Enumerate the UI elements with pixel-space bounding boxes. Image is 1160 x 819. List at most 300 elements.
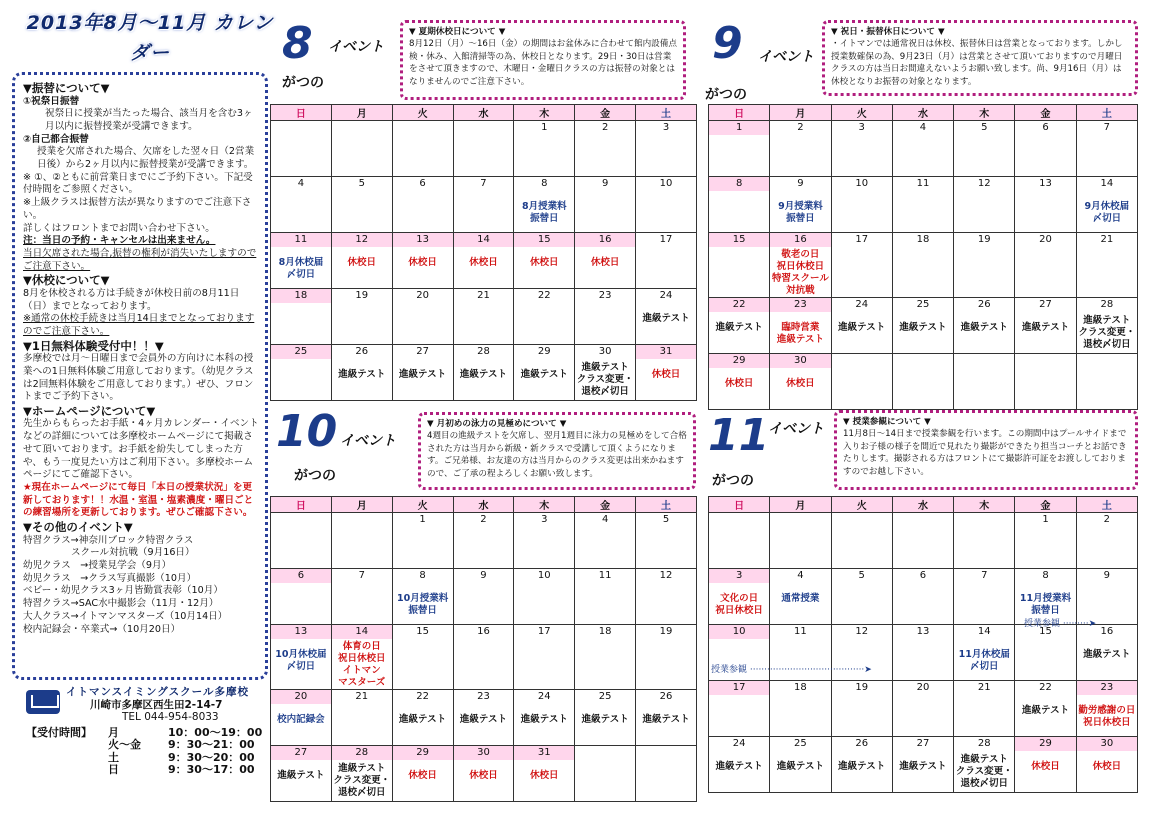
- day-number: 11: [916, 178, 930, 189]
- day-event: 11月休校届 〆切日: [958, 649, 1010, 672]
- day-number: 28: [332, 746, 392, 760]
- day-number: 3: [541, 514, 548, 525]
- day-number: 14: [977, 626, 991, 637]
- weekday-header: 日: [271, 497, 332, 513]
- day-event: 休校日: [347, 257, 377, 268]
- weekday-header: 月: [331, 497, 392, 513]
- other-event-item: 幼児クラス →授業見学会（9月）: [23, 560, 172, 571]
- day-number: 23: [770, 298, 830, 312]
- weekday-header: 土: [1076, 105, 1137, 121]
- day-number: [954, 354, 1014, 368]
- day-number: 14: [332, 625, 392, 639]
- day-number: [332, 513, 392, 527]
- oct-note-title: ▼ 月初めの泳力の見極めについて ▼: [427, 419, 567, 429]
- day-number: 18: [271, 289, 331, 303]
- day-cell: [709, 177, 770, 233]
- oct-getsu-label: がつの: [294, 468, 336, 484]
- day-number: 29: [709, 354, 769, 368]
- day-number: 22: [1039, 682, 1052, 693]
- day-number: 7: [358, 570, 365, 581]
- day-number: 13: [393, 233, 453, 247]
- day-cell: [331, 513, 392, 569]
- day-event: 敬老の日 祝日休校日 特習スクール 対抗戦: [772, 249, 829, 296]
- front-inquiry-note: 詳しくはフロントまでお問い合わせ下さい。: [23, 222, 215, 234]
- day-cell: [770, 737, 831, 793]
- weekday-header: 木: [954, 497, 1015, 513]
- day-number: 20: [1039, 234, 1052, 245]
- day-number: 20: [916, 682, 930, 693]
- day-number: [709, 513, 769, 527]
- weekday-header: 土: [636, 105, 697, 121]
- school-name: イトマンスイミングスクール多摩校: [66, 686, 249, 698]
- day-cell: [514, 233, 575, 289]
- reception-hours: [26, 727, 272, 777]
- day-number: 29: [393, 746, 453, 760]
- weekday-header: 土: [1076, 497, 1137, 513]
- weekday-header: 金: [575, 105, 636, 121]
- day-number: 17: [855, 234, 869, 245]
- day-cell: [892, 298, 953, 354]
- day-number: 29: [1015, 737, 1075, 751]
- day-cell: [709, 298, 770, 354]
- sep-number: 9: [712, 18, 743, 69]
- day-event: 進級テスト クラス変更・ 退校〆切日: [955, 754, 1013, 789]
- day-cell: [892, 681, 953, 737]
- day-number: 22: [537, 290, 551, 301]
- day-cell: [271, 625, 332, 690]
- sameday-note: 注：当日の予約・キャンセルは出来ません。: [23, 235, 216, 247]
- day-cell: [831, 298, 892, 354]
- day-number: 27: [416, 346, 429, 357]
- day-event: 休校日: [590, 257, 620, 268]
- day-cell: [636, 177, 697, 233]
- day-number: 4: [601, 514, 609, 525]
- day-cell: [575, 513, 636, 569]
- nov-note: [834, 410, 1138, 490]
- day-number: 4: [919, 122, 927, 133]
- day-number: 31: [636, 345, 696, 359]
- weekday-header: 月: [331, 105, 392, 121]
- day-number: [832, 513, 892, 527]
- day-number: [770, 513, 830, 527]
- day-number: 28: [977, 738, 991, 749]
- day-cell: [453, 289, 514, 345]
- day-cell: [831, 354, 892, 410]
- day-event: 進級テスト: [338, 369, 386, 380]
- day-cell: [636, 289, 697, 345]
- day-cell: [514, 289, 575, 345]
- day-number: 17: [537, 626, 551, 637]
- day-cell: [575, 289, 636, 345]
- day-number: 21: [977, 682, 991, 693]
- day-number: 24: [659, 290, 673, 301]
- day-event: 進級テスト: [1021, 705, 1070, 716]
- day-number: 10: [709, 625, 769, 639]
- nov-getsu-label: がつの: [712, 473, 754, 489]
- day-number: 18: [598, 626, 612, 637]
- day-number: 1: [1042, 514, 1049, 525]
- day-number: 14: [1100, 178, 1114, 189]
- day-number: 21: [477, 290, 490, 301]
- day-number: 9: [797, 178, 804, 189]
- day-cell: [636, 513, 697, 569]
- weekday-header: 水: [892, 105, 953, 121]
- day-number: 25: [916, 299, 930, 310]
- day-event: 進級テスト: [642, 714, 690, 725]
- day-event: 休校日: [1092, 761, 1122, 772]
- day-number: 28: [1100, 299, 1114, 310]
- weekday-header: 火: [831, 497, 892, 513]
- page-title: [25, 8, 275, 70]
- day-cell: [636, 746, 697, 802]
- day-number: 5: [858, 570, 865, 581]
- day-number: 25: [271, 345, 331, 359]
- kyuko-body: 8月を休校される方は手続きが休校日前の8月11日（日）までとなっております。: [23, 287, 240, 312]
- day-number: 1: [709, 121, 769, 135]
- day-cell: [892, 625, 953, 681]
- day-cell: [770, 569, 831, 625]
- day-number: 17: [659, 234, 673, 245]
- day-number: 13: [271, 625, 331, 639]
- day-cell: [453, 345, 514, 401]
- day-event: 進級テスト: [399, 714, 447, 725]
- sep-note-body: ・イトマンでは通常祝日は休校、振替休日は営業となっております。しかし授業数確保の為、9月23日（月）は営業とさせて頂いておりますので月曜日クラスの方は当日お間違えないようお願い致します。尚、9月16日（月）は休校となりお振替の対象となります。: [831, 39, 1123, 87]
- day-cell: [392, 289, 453, 345]
- day-number: [1077, 354, 1137, 368]
- day-cell: [770, 121, 831, 177]
- day-number: 22: [709, 298, 769, 312]
- day-cell: [831, 513, 892, 569]
- day-number: 2: [797, 122, 804, 133]
- day-event: 進級テスト: [520, 714, 568, 725]
- day-number: [454, 121, 514, 135]
- day-number: 2: [601, 122, 609, 133]
- weekday-header: 木: [514, 497, 575, 513]
- aug-event-label: イベント: [328, 39, 384, 55]
- oct-number: 10: [276, 406, 338, 457]
- day-cell: [831, 569, 892, 625]
- day-cell: [954, 298, 1015, 354]
- day-cell: [709, 121, 770, 177]
- hours-cell: 【受付時間】: [26, 725, 92, 739]
- day-number: [271, 513, 331, 527]
- kyuko-note: ※通常の休校手続きは当月14日までとなっておりますのでご注意下さい。: [23, 313, 255, 337]
- nov-event-label: イベント: [768, 421, 824, 437]
- day-number: 20: [271, 690, 331, 704]
- day-number: [636, 746, 696, 760]
- day-number: 19: [977, 234, 991, 245]
- day-number: 27: [271, 746, 331, 760]
- day-event: 休校日: [530, 257, 559, 268]
- day-event: 8月授業料 振替日: [521, 201, 567, 224]
- day-cell: [892, 177, 953, 233]
- weekday-header: 日: [709, 105, 770, 121]
- day-event: 進級テスト クラス変更・ 退校〆切日: [333, 763, 391, 798]
- day-number: 24: [732, 738, 746, 749]
- day-cell: [1015, 737, 1076, 793]
- day-number: 9: [480, 570, 487, 581]
- other-event-item: 大人クラス→イトマンマスターズ（10月14日）: [23, 610, 228, 622]
- day-number: 14: [454, 233, 514, 247]
- day-cell: [1076, 681, 1137, 737]
- day-event: 休校日: [408, 770, 437, 781]
- day-number: 6: [919, 570, 927, 581]
- day-number: 18: [916, 234, 930, 245]
- day-cell: [831, 233, 892, 298]
- furikae-heading: ▼振替について▼: [23, 81, 110, 95]
- weekday-header: 木: [514, 105, 575, 121]
- hours-cell: 10：00～19：00: [168, 725, 263, 739]
- day-cell: [271, 513, 332, 569]
- day-cell: [331, 289, 392, 345]
- day-cell: [514, 625, 575, 690]
- weekday-header: 日: [271, 105, 332, 121]
- day-cell: [636, 345, 697, 401]
- day-cell: [514, 177, 575, 233]
- day-cell: [770, 354, 831, 410]
- day-number: 7: [1103, 122, 1111, 133]
- day-cell: [271, 177, 332, 233]
- hours-cell: 9：30～20：00: [168, 750, 255, 764]
- sep-note: [822, 20, 1138, 96]
- day-cell: [514, 345, 575, 401]
- day-number: 23: [477, 691, 490, 702]
- day-number: 15: [1039, 626, 1052, 637]
- furikae-reserve-note: ※ ①、②ともに前営業日までにご予約下さい。下記受付時間をご参照ください。: [23, 171, 253, 196]
- day-event: 休校日: [408, 257, 437, 268]
- day-number: 16: [1100, 626, 1114, 637]
- day-event: 進級テスト: [277, 770, 325, 781]
- day-number: 24: [537, 691, 551, 702]
- aug-getsu-label: がつの: [282, 75, 324, 91]
- day-event: 進級テスト: [838, 322, 886, 333]
- day-number: 28: [477, 346, 490, 357]
- day-cell: [514, 121, 575, 177]
- weekday-header: 水: [453, 105, 514, 121]
- other-event-item: ベビー・幼児クラス3ヶ月皆勤賞表彰（10月）: [23, 585, 223, 597]
- day-number: 19: [855, 682, 869, 693]
- day-number: 16: [770, 233, 830, 247]
- trial-body: 多摩校では月～日曜日まで会員外の方向けに本科の授業への1日無料体験ご用意しております。（幼児クラスは2回無料体験をご用意しております。）ぜひ、フロントまでご予約下さい。: [23, 353, 254, 403]
- day-cell: [709, 737, 770, 793]
- day-cell: [709, 681, 770, 737]
- day-number: 17: [709, 681, 769, 695]
- day-event: 進級テスト: [642, 313, 690, 324]
- day-number: 26: [855, 738, 869, 749]
- day-cell: [514, 569, 575, 625]
- aug-note-title: ▼ 夏期休校日について ▼: [409, 27, 506, 37]
- day-cell: [1015, 625, 1076, 681]
- day-cell: [770, 681, 831, 737]
- day-number: 26: [659, 691, 673, 702]
- nov-note-title: ▼ 授業参観について ▼: [843, 417, 931, 427]
- day-event: 勤労感謝の日 祝日休校日: [1078, 705, 1136, 728]
- hours-cell: 火～金: [108, 738, 141, 752]
- day-event: 休校日: [1031, 761, 1060, 772]
- weekday-header: 火: [831, 105, 892, 121]
- day-cell: [1076, 625, 1137, 681]
- day-number: 30: [598, 346, 612, 357]
- day-cell: [271, 233, 332, 289]
- day-number: 8: [709, 177, 769, 191]
- day-cell: [1015, 513, 1076, 569]
- day-event: 進級テスト: [776, 761, 824, 772]
- day-number: 30: [1077, 737, 1137, 751]
- other-event-item: 校内記録会・卒業式→（10月20日）: [23, 623, 181, 635]
- day-cell: [331, 690, 392, 746]
- day-cell: [892, 121, 953, 177]
- day-cell: [709, 569, 770, 625]
- day-number: 24: [855, 299, 869, 310]
- day-number: 1: [541, 122, 548, 133]
- day-number: 18: [794, 682, 807, 693]
- day-number: 11: [598, 570, 612, 581]
- day-cell: [392, 345, 453, 401]
- day-cell: [575, 233, 636, 289]
- weekday-header: 火: [392, 497, 453, 513]
- sep-event-label: イベント: [758, 49, 814, 65]
- day-number: 16: [575, 233, 635, 247]
- day-event: 進級テスト: [715, 322, 763, 333]
- day-cell: [831, 121, 892, 177]
- day-event: 9月休校届 〆切日: [1084, 201, 1130, 224]
- other-event-item: スクール対抗戦（9月16日）: [23, 547, 195, 559]
- day-cell: [331, 233, 392, 289]
- day-number: 26: [977, 299, 991, 310]
- day-cell: [453, 121, 514, 177]
- day-number: 29: [537, 346, 551, 357]
- day-cell: [954, 569, 1015, 625]
- day-cell: [954, 177, 1015, 233]
- day-number: 8: [419, 570, 426, 581]
- day-number: 27: [916, 738, 930, 749]
- day-number: 21: [355, 691, 369, 702]
- day-number: 12: [855, 626, 869, 637]
- day-number: 6: [419, 178, 426, 189]
- day-cell: [636, 233, 697, 289]
- day-cell: [954, 737, 1015, 793]
- homepage-red-note: ★現在ホームページにて毎日「本日の授業状況」を更新しております！！水温・室温・塩素濃度・曜日ごとの練習場所を更新しております。ぜひご確認下さい。: [23, 481, 254, 519]
- day-number: 16: [477, 626, 490, 637]
- day-cell: [892, 737, 953, 793]
- day-number: 23: [598, 290, 612, 301]
- day-number: 10: [659, 178, 673, 189]
- day-number: 22: [416, 691, 429, 702]
- day-cell: [1015, 298, 1076, 354]
- day-event: 進級テスト: [1021, 322, 1070, 333]
- day-number: 8: [1042, 570, 1049, 581]
- day-event: 休校日: [724, 378, 754, 389]
- day-cell: [1015, 354, 1076, 410]
- day-event: 進級テスト: [838, 761, 886, 772]
- weekday-header: 日: [709, 497, 770, 513]
- nov-number: 11: [708, 410, 770, 461]
- day-cell: [331, 345, 392, 401]
- other-event-item: 幼児クラス →クラス写真撮影（10月）: [23, 572, 197, 584]
- day-cell: [709, 513, 770, 569]
- hours-cell: 土: [108, 750, 119, 764]
- day-cell: [271, 121, 332, 177]
- day-cell: [1076, 737, 1137, 793]
- day-number: [954, 513, 1014, 527]
- day-cell: [1076, 513, 1137, 569]
- day-cell: [954, 354, 1015, 410]
- advanced-class-note: ※上級クラスは振替方法が異なりますのでご注意下さい。: [23, 197, 252, 221]
- day-number: [271, 121, 331, 135]
- day-cell: [892, 513, 953, 569]
- day-number: 20: [416, 290, 429, 301]
- day-cell: [392, 690, 453, 746]
- day-event: 10月休校届 〆切日: [275, 649, 327, 672]
- school-tel: TEL 044-954-8033: [122, 711, 219, 723]
- day-number: 19: [659, 626, 673, 637]
- day-number: 9: [601, 178, 609, 189]
- day-number: 13: [916, 626, 930, 637]
- day-number: 9: [1103, 570, 1111, 581]
- hours-cell: [26, 739, 108, 752]
- other-event-item: 特習クラス→SAC水中撮影会（11月・12月）: [23, 598, 219, 610]
- day-event: 進級テスト クラス変更・ 退校〆切日: [576, 362, 634, 397]
- day-cell: [514, 690, 575, 746]
- day-number: 19: [355, 290, 369, 301]
- day-number: [575, 746, 635, 760]
- day-number: 7: [981, 570, 988, 581]
- school-address: 川崎市多摩区西生田2-14-7: [90, 698, 223, 711]
- day-cell: [954, 681, 1015, 737]
- day-number: 15: [709, 233, 769, 247]
- day-cell: [271, 345, 332, 401]
- homepage-heading: ▼ホームページについて▼: [23, 403, 156, 418]
- holiday-furikae-body: 祝祭日に授業が当たった場合、該当月を含む3ヶ月以内に振替授業が受講できます。: [45, 108, 253, 132]
- day-cell: [453, 233, 514, 289]
- day-number: 2: [1103, 514, 1111, 525]
- day-cell: [453, 625, 514, 690]
- itoman-logo-icon: [26, 690, 60, 714]
- day-cell: [1076, 233, 1137, 298]
- day-cell: [575, 690, 636, 746]
- sep-getsu-label: がつの: [705, 87, 747, 103]
- day-number: 5: [981, 122, 988, 133]
- day-event: 進級テスト: [899, 761, 947, 772]
- day-cell: [453, 569, 514, 625]
- day-number: 30: [770, 354, 830, 368]
- day-event: 8月休校届 〆切日: [278, 257, 324, 280]
- day-number: [832, 354, 892, 368]
- day-cell: [514, 746, 575, 802]
- day-cell: [1015, 177, 1076, 233]
- sidebar-notes: [12, 72, 268, 680]
- day-number: 12: [332, 233, 392, 247]
- day-cell: [1076, 354, 1137, 410]
- weekday-header: 金: [1015, 497, 1076, 513]
- sep-calendar: [708, 104, 1138, 410]
- day-cell: [1076, 298, 1137, 354]
- day-event: 進級テスト: [399, 369, 447, 380]
- day-event: 休校日: [469, 770, 498, 781]
- nov-calendar: [708, 496, 1138, 793]
- day-event: 進級テスト: [1083, 649, 1131, 660]
- day-cell: [954, 121, 1015, 177]
- day-cell: [271, 746, 332, 802]
- school-info: [26, 686, 272, 777]
- day-event: 9月授業料 振替日: [778, 201, 823, 224]
- day-number: 1: [419, 514, 426, 525]
- day-cell: [954, 233, 1015, 298]
- day-number: 27: [1039, 299, 1052, 310]
- day-number: 31: [514, 746, 574, 760]
- day-event: 校内記録会: [277, 714, 325, 725]
- hours-cell: 月: [108, 725, 119, 739]
